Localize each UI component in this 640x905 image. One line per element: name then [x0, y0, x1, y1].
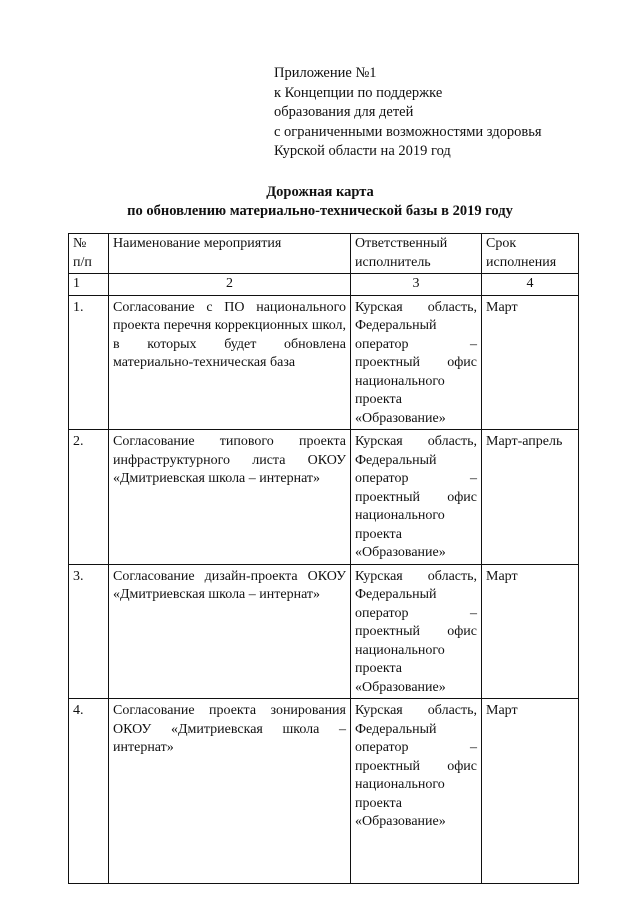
resp-line: Курская область, [355, 299, 477, 315]
appendix-line: с ограниченными возможностями здоровья [274, 123, 542, 140]
resp-line: национального [355, 508, 445, 523]
table-row [69, 430, 579, 565]
header-num [69, 234, 109, 274]
header-num-line1: № [73, 236, 87, 251]
header-resp [351, 234, 482, 274]
row-name: Согласование с ПО национального проекта перечня коррекционных школ, в которых будет обновлена материально-техническая база [109, 295, 351, 430]
column-number: 1 [69, 274, 109, 296]
resp-line: Федеральный [355, 318, 437, 333]
row-num: 4. [69, 699, 109, 884]
header-term-line1: Срок [486, 236, 517, 251]
header-resp-line1: Ответственный [355, 236, 448, 251]
resp-line: Курская область, [355, 568, 477, 584]
appendix-line: образования для детей [274, 104, 414, 120]
resp-line: «Образование» [355, 679, 446, 695]
resp-line: оператор – [355, 605, 477, 621]
column-number-row [69, 274, 579, 296]
row-num: 2. [69, 430, 109, 565]
resp-line: проектный офис [355, 624, 477, 639]
resp-line: проектный офис [355, 758, 477, 774]
table-row [69, 699, 579, 884]
resp-line: оператор – [355, 471, 477, 486]
row-name: Согласование дизайн-проекта ОКОУ «Дмитриевская школа – интернат» [109, 564, 351, 699]
resp-line: оператор – [355, 336, 477, 352]
row-resp [351, 564, 482, 699]
column-number: 3 [351, 274, 482, 296]
resp-line: проекта [355, 795, 402, 811]
column-number: 2 [109, 274, 351, 296]
resp-line: «Образование» [355, 410, 446, 426]
document-title [0, 183, 640, 221]
row-resp [351, 430, 482, 565]
appendix-line: к Концепции по поддержке [274, 84, 443, 101]
roadmap-table [68, 233, 579, 884]
row-term: Март [482, 699, 579, 884]
resp-line: оператор – [355, 740, 477, 755]
row-num: 1. [69, 295, 109, 430]
resp-line: Федеральный [355, 452, 437, 468]
resp-line: национального [355, 373, 445, 389]
header-name: Наименование мероприятия [109, 234, 351, 274]
resp-line: Федеральный [355, 721, 437, 737]
row-term: Март [482, 564, 579, 699]
resp-line: национального [355, 777, 445, 792]
row-term: Март-апрель [482, 430, 579, 565]
document-title-line2: по обновлению материально-технической базы в 2019 году [127, 203, 513, 219]
resp-line: Курская область, [355, 434, 477, 449]
resp-line: «Образование» [355, 545, 446, 560]
table-row [69, 564, 579, 699]
row-name: Согласование типового проекта инфраструктурного листа ОКОУ «Дмитриевская школа – интернат» [109, 430, 351, 565]
row-resp [351, 699, 482, 884]
resp-line: Курская область, [355, 703, 477, 718]
resp-line: Федеральный [355, 587, 437, 602]
row-num: 3. [69, 564, 109, 699]
row-resp [351, 295, 482, 430]
row-term: Март [482, 295, 579, 430]
resp-line: проектный офис [355, 489, 477, 505]
header-term-line2: исполнения [486, 254, 557, 270]
header-resp-line2: исполнитель [355, 254, 431, 270]
appendix-line: Приложение №1 [274, 65, 377, 81]
resp-line: проекта [355, 661, 402, 676]
table-row [69, 295, 579, 430]
header-num-line2: п/п [73, 254, 92, 270]
resp-line: проекта [355, 392, 402, 407]
appendix-line: Курской области на 2019 год [274, 143, 451, 159]
header-term [482, 234, 579, 274]
resp-line: национального [355, 642, 445, 658]
resp-line: проекта [355, 526, 402, 542]
resp-line: проектный офис [355, 355, 477, 370]
table-header-row [69, 234, 579, 274]
row-name: Согласование проекта зонирования ОКОУ «Дмитриевская школа – интернат» [109, 699, 351, 884]
document-title-line1: Дорожная карта [266, 184, 374, 200]
column-number: 4 [482, 274, 579, 296]
appendix-block [274, 64, 542, 162]
resp-line: «Образование» [355, 814, 446, 829]
